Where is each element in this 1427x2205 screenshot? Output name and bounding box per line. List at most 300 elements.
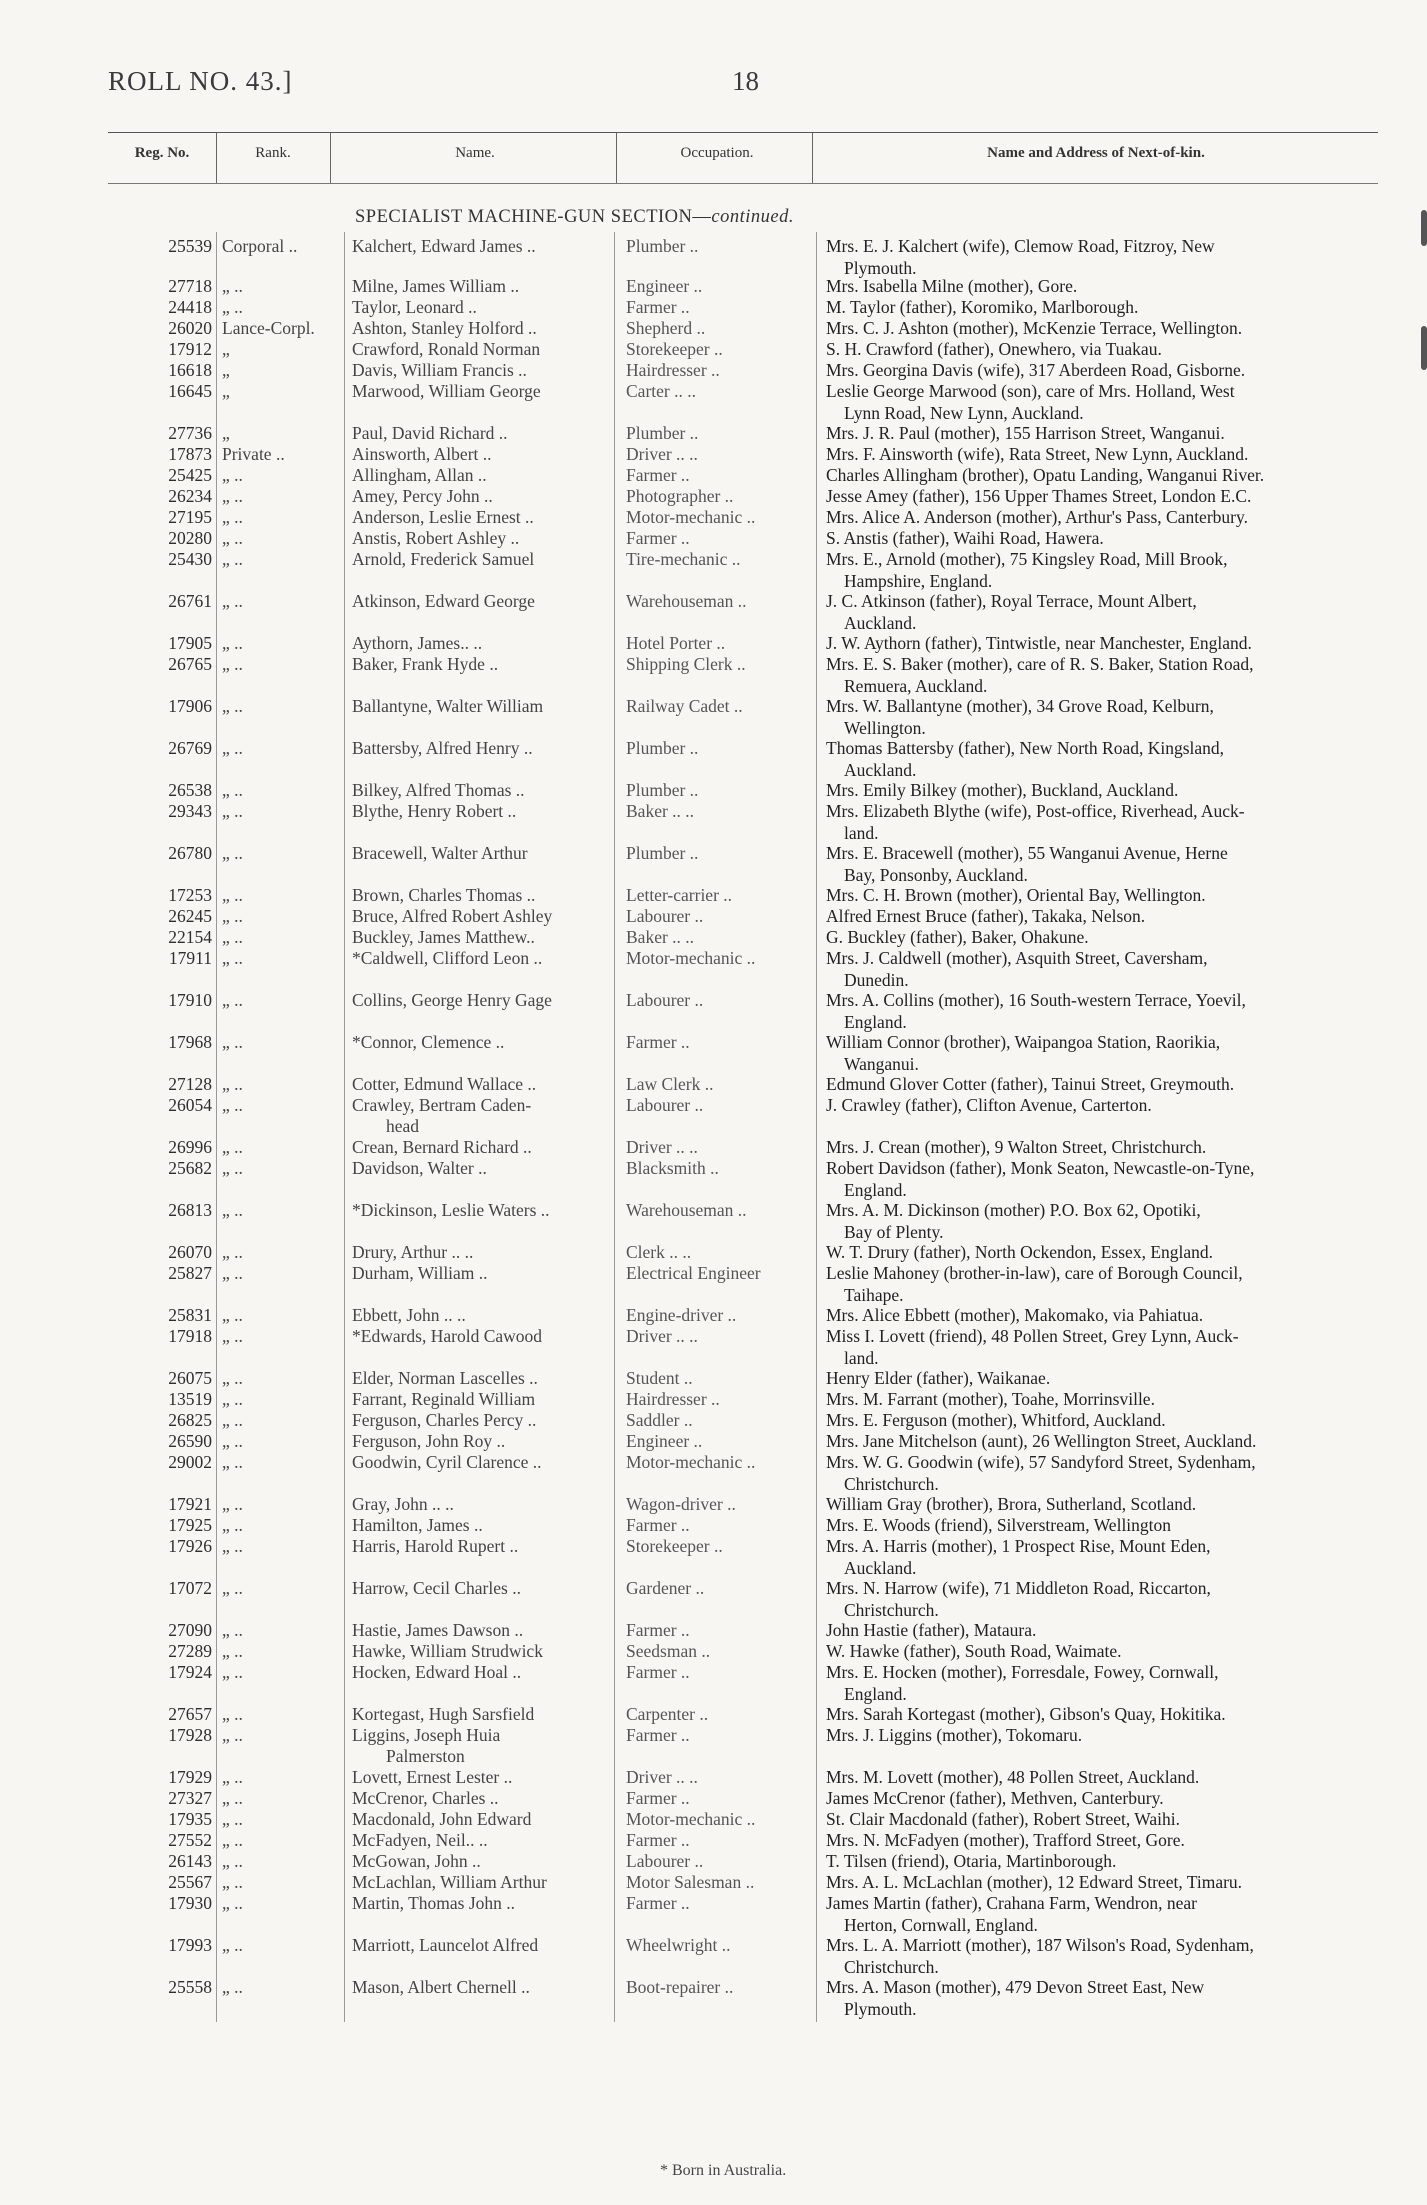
name-cell: Elder, Norman Lascelles .. [352,1368,538,1388]
occupation-cell: Farmer .. [626,465,690,485]
name-cell: Battersby, Alfred Henry .. [352,738,533,758]
next-of-kin-line: Mrs. J. Liggins (mother), Tokomaru. [826,1725,1083,1745]
name-cell: Crean, Bernard Richard .. [352,1137,532,1157]
occupation-cell: Baker .. .. [626,927,695,947]
reg-no-cell: 13519 [168,1389,212,1409]
name-cell: Crawley, Bertram Caden- [352,1095,532,1115]
next-of-kin-line: Mrs. J. Crean (mother), 9 Walton Street, Christchurch. [826,1137,1207,1157]
next-of-kin-cell [826,1032,1391,1075]
rank-cell: „ .. [222,297,243,317]
next-of-kin-line: Thomas Battersby (father), New North Road, Kingsland, [826,738,1225,758]
occupation-cell: Photographer .. [626,486,734,506]
rank-cell: „ .. [222,906,243,926]
rank-cell: „ .. [222,1662,243,1682]
occupation-cell: Blacksmith .. [626,1158,719,1178]
name-cell: Liggins, Joseph Huia [352,1725,501,1745]
rank-cell: „ .. [222,1452,243,1472]
name-cell: Anstis, Robert Ashley .. [352,528,520,548]
rank-cell: „ .. [222,1200,243,1220]
rank-cell: „ .. [222,1032,243,1052]
reg-no-cell: 26143 [168,1851,212,1871]
rank-cell: „ .. [222,1368,243,1388]
reg-no-cell: 17911 [168,948,212,968]
name-cell: Goodwin, Cyril Clarence .. [352,1452,542,1472]
occupation-cell: Farmer .. [626,1830,690,1850]
reg-no-cell: 17921 [168,1494,212,1514]
next-of-kin-line: Mrs. L. A. Marriott (mother), 187 Wilson's Road, Sydenham, [826,1935,1254,1955]
name-cell: Paul, David Richard .. [352,423,508,443]
name-cell: Macdonald, John Edward [352,1809,532,1829]
next-of-kin-cell [826,1242,1391,1264]
reg-no-cell: 20280 [168,528,212,548]
reg-no-cell: 17253 [168,885,212,905]
next-of-kin-line: Mrs. Sarah Kortegast (mother), Gibson's Quay, Hokitika. [826,1704,1226,1724]
next-of-kin-line-continuation: Auckland. [844,759,917,780]
next-of-kin-line: W. Hawke (father), South Road, Waimate. [826,1641,1122,1661]
occupation-cell: Seedsman .. [626,1641,711,1661]
name-cell: Brown, Charles Thomas .. [352,885,536,905]
next-of-kin-cell [826,696,1391,739]
name-cell: Lovett, Ernest Lester .. [352,1767,513,1787]
reg-no-cell: 27090 [168,1620,212,1640]
occupation-cell: Labourer .. [626,990,704,1010]
reg-no-cell: 26825 [168,1410,212,1430]
next-of-kin-cell [826,423,1391,445]
reg-no-cell: 26070 [168,1242,212,1262]
occupation-cell: Railway Cadet .. [626,696,743,716]
occupation-cell: Letter-carrier .. [626,885,733,905]
rank-cell: „ .. [222,1431,243,1451]
next-of-kin-cell [826,738,1391,781]
reg-no-cell: 29002 [168,1452,212,1472]
name-cell-continuation: head [386,1116,420,1136]
next-of-kin-line: Mrs. A. Harris (mother), 1 Prospect Rise, Mount Eden, [826,1536,1211,1556]
next-of-kin-line: Mrs. Alice Ebbett (mother), Makomako, via Pahiatua. [826,1305,1204,1325]
occupation-cell: Farmer .. [626,1515,690,1535]
name-cell: Atkinson, Edward George [352,591,535,611]
next-of-kin-line: J. W. Aythorn (father), Tintwistle, near Manchester, England. [826,633,1252,653]
reg-no-cell: 27718 [168,276,212,296]
next-of-kin-cell [826,801,1391,844]
next-of-kin-line-continuation: Auckland. [844,1557,917,1578]
next-of-kin-line: Mrs. Isabella Milne (mother), Gore. [826,276,1078,296]
reg-no-cell: 26761 [168,591,212,611]
next-of-kin-line-continuation: Plymouth. [844,257,917,278]
next-of-kin-line: Mrs. Jane Mitchelson (aunt), 26 Wellington Street, Auckland. [826,1431,1257,1451]
rank-cell: „ .. [222,1515,243,1535]
rank-cell: „ [222,381,230,401]
occupation-cell: Farmer .. [626,1788,690,1808]
next-of-kin-line: Leslie George Marwood (son), care of Mrs. Holland, West [826,381,1235,401]
next-of-kin-cell [826,906,1391,928]
next-of-kin-cell [826,318,1391,340]
next-of-kin-cell [826,1158,1391,1201]
occupation-cell: Saddler .. [626,1410,693,1430]
occupation-cell: Plumber .. [626,423,699,443]
occupation-cell: Plumber .. [626,843,699,863]
rank-cell: „ .. [222,1704,243,1724]
occupation-cell: Shipping Clerk .. [626,654,746,674]
name-cell: Marriott, Launcelot Alfred [352,1935,539,1955]
next-of-kin-cell [826,297,1391,319]
occupation-cell: Labourer .. [626,1095,704,1115]
name-cell: Hawke, William Strudwick [352,1641,543,1661]
name-cell: Aythorn, James.. .. [352,633,483,653]
next-of-kin-cell [826,549,1391,592]
next-of-kin-line-continuation: land. [844,822,879,843]
rank-cell: „ .. [222,1641,243,1661]
rank-cell: „ .. [222,633,243,653]
next-of-kin-cell [826,1200,1391,1243]
next-of-kin-line-continuation: Plymouth. [844,1998,917,2019]
reg-no-cell: 17912 [168,339,212,359]
next-of-kin-line: Jesse Amey (father), 156 Upper Thames Street, London E.C. [826,486,1252,506]
name-cell-continuation: Palmerston [386,1746,465,1766]
rank-cell: „ .. [222,1326,243,1346]
reg-no-cell: 26813 [168,1200,212,1220]
next-of-kin-cell [826,360,1391,382]
next-of-kin-cell [826,1389,1391,1411]
next-of-kin-cell [826,528,1391,550]
occupation-cell: Labourer .. [626,1851,704,1871]
next-of-kin-line: Mrs. E., Arnold (mother), 75 Kingsley Road, Mill Brook, [826,549,1228,569]
rank-cell: „ .. [222,1788,243,1808]
occupation-cell: Farmer .. [626,1620,690,1640]
rank-cell: „ .. [222,885,243,905]
name-cell: Milne, James William .. [352,276,520,296]
next-of-kin-cell [826,1326,1391,1369]
occupation-cell: Motor-mechanic .. [626,948,756,968]
occupation-cell: Driver .. .. [626,444,698,464]
next-of-kin-line-continuation: Christchurch. [844,1473,939,1494]
rank-cell: „ .. [222,1851,243,1871]
reg-no-cell: 16645 [168,381,212,401]
occupation-cell: Storekeeper .. [626,1536,723,1556]
page-number: 18 [732,66,759,96]
next-of-kin-line: Alfred Ernest Bruce (father), Takaka, Nelson. [826,906,1146,926]
next-of-kin-cell [826,1536,1391,1579]
next-of-kin-cell [826,1515,1391,1537]
next-of-kin-line-continuation: Hampshire, England. [844,570,993,591]
reg-no-cell: 17906 [168,696,212,716]
name-cell: Collins, George Henry Gage [352,990,552,1010]
occupation-cell: Farmer .. [626,1725,690,1745]
occupation-cell: Baker .. .. [626,801,695,821]
edge-mark [1421,210,1427,246]
next-of-kin-line: Mrs. A. Mason (mother), 479 Devon Street East, New [826,1977,1205,1997]
next-of-kin-cell [826,1725,1391,1747]
reg-no-cell: 27128 [168,1074,212,1094]
name-cell: Hocken, Edward Hoal .. [352,1662,522,1682]
name-cell: Ballantyne, Walter William [352,696,544,716]
reg-no-cell: 29343 [168,801,212,821]
rank-cell: „ [222,360,230,380]
section-continued: continued. [711,207,794,227]
rank-cell: „ .. [222,1305,243,1325]
occupation-cell: Motor-mechanic .. [626,507,756,527]
reg-no-cell: 17926 [168,1536,212,1556]
occupation-cell: Law Clerk .. [626,1074,714,1094]
rank-cell: „ .. [222,591,243,611]
reg-no-cell: 26780 [168,843,212,863]
occupation-cell: Clerk .. .. [626,1242,692,1262]
rank-cell: „ .. [222,1767,243,1787]
next-of-kin-line: Mrs. E. J. Kalchert (wife), Clemow Road, Fitzroy, New [826,236,1215,256]
column-divider [616,133,617,183]
next-of-kin-line: J. Crawley (father), Clifton Avenue, Carterton. [826,1095,1152,1115]
next-of-kin-line: Mrs. E. Woods (friend), Silverstream, Wellington [826,1515,1172,1535]
next-of-kin-line: Mrs. C. H. Brown (mother), Oriental Bay, Wellington. [826,885,1206,905]
next-of-kin-cell [826,1368,1391,1390]
name-cell: *Connor, Clemence .. [352,1032,505,1052]
next-of-kin-cell [826,1872,1391,1894]
occupation-cell: Warehouseman .. [626,591,747,611]
rank-cell: „ .. [222,1158,243,1178]
reg-no-cell: 17918 [168,1326,212,1346]
next-of-kin-cell [826,1977,1391,2020]
reg-no-cell: 17072 [168,1578,212,1598]
next-of-kin-line: William Connor (brother), Waipangoa Station, Raorikia, [826,1032,1221,1052]
next-of-kin-cell [826,633,1391,655]
occupation-cell: Engineer .. [626,276,703,296]
reg-no-cell: 17905 [168,633,212,653]
name-cell: Harrow, Cecil Charles .. [352,1578,521,1598]
next-of-kin-line: Mrs. J. R. Paul (mother), 155 Harrison Street, Wanganui. [826,423,1225,443]
rank-cell: „ .. [222,1725,243,1745]
rank-cell: „ .. [222,486,243,506]
name-cell: Arnold, Frederick Samuel [352,549,535,569]
name-cell: Anderson, Leslie Ernest .. [352,507,534,527]
name-cell: Hamilton, James .. [352,1515,483,1535]
reg-no-cell: 17924 [168,1662,212,1682]
next-of-kin-line-continuation: Bay, Ponsonby, Auckland. [844,864,1028,885]
name-cell: Bruce, Alfred Robert Ashley [352,906,553,926]
name-cell: *Dickinson, Leslie Waters .. [352,1200,550,1220]
next-of-kin-cell [826,1935,1391,1978]
reg-no-cell: 17928 [168,1725,212,1745]
occupation-cell: Hairdresser .. [626,360,720,380]
name-cell: Ebbett, John .. .. [352,1305,466,1325]
occupation-cell: Wagon-driver .. [626,1494,736,1514]
name-cell: Marwood, William George [352,381,541,401]
reg-no-cell: 25539 [168,236,212,256]
next-of-kin-line-continuation: Wanganui. [844,1053,919,1074]
next-of-kin-cell [826,1578,1391,1621]
rank-cell: „ .. [222,1410,243,1430]
next-of-kin-cell [826,236,1391,279]
name-cell: Kalchert, Edward James .. [352,236,536,256]
rank-cell: „ .. [222,1095,243,1115]
next-of-kin-line-continuation: land. [844,1347,879,1368]
next-of-kin-line-continuation: Christchurch. [844,1599,939,1620]
reg-no-cell: 27657 [168,1704,212,1724]
occupation-cell: Motor-mechanic .. [626,1809,756,1829]
name-cell: Blythe, Henry Robert .. [352,801,517,821]
rank-cell: „ .. [222,654,243,674]
next-of-kin-line-continuation: Taihape. [844,1284,904,1305]
reg-no-cell: 17873 [168,444,212,464]
name-cell: Durham, William .. [352,1263,488,1283]
name-cell: Davis, William Francis .. [352,360,527,380]
next-of-kin-line: Mrs. A. L. McLachlan (mother), 12 Edward Street, Timaru. [826,1872,1243,1892]
next-of-kin-cell [826,1851,1391,1873]
next-of-kin-line: Mrs. E. Ferguson (mother), Whitford, Auckland. [826,1410,1166,1430]
next-of-kin-line: Mrs. Alice A. Anderson (mother), Arthur's Pass, Canterbury. [826,507,1248,527]
occupation-cell: Hairdresser .. [626,1389,720,1409]
next-of-kin-line-continuation: Remuera, Auckland. [844,675,988,696]
next-of-kin-line: Edmund Glover Cotter (father), Tainui Street, Greymouth. [826,1074,1235,1094]
next-of-kin-cell [826,1137,1391,1159]
next-of-kin-line: Mrs. N. McFadyen (mother), Trafford Street, Gore. [826,1830,1185,1850]
reg-no-cell: 26245 [168,906,212,926]
next-of-kin-line: Mrs. N. Harrow (wife), 71 Middleton Road, Riccarton, [826,1578,1211,1598]
footnote: * Born in Australia. [660,2162,787,2179]
next-of-kin-line-continuation: England. [844,1179,907,1200]
next-of-kin-cell [826,1620,1391,1642]
reg-no-cell: 26020 [168,318,212,338]
reg-no-cell: 26075 [168,1368,212,1388]
rank-cell: „ .. [222,1578,243,1598]
next-of-kin-line: Mrs. W. Ballantyne (mother), 34 Grove Road, Kelburn, [826,696,1214,716]
next-of-kin-cell [826,381,1391,424]
next-of-kin-cell [826,507,1391,529]
next-of-kin-cell [826,1767,1391,1789]
next-of-kin-cell [826,486,1391,508]
name-cell: Drury, Arthur .. .. [352,1242,474,1262]
rank-cell: „ .. [222,801,243,821]
rank-cell: „ .. [222,780,243,800]
reg-no-cell: 17993 [168,1935,212,1955]
reg-no-cell: 25567 [168,1872,212,1892]
occupation-cell: Plumber .. [626,236,699,256]
next-of-kin-line: Mrs. W. G. Goodwin (wife), 57 Sandyford Street, Sydenham, [826,1452,1256,1472]
reg-no-cell: 17968 [168,1032,212,1052]
reg-no-cell: 17910 [168,990,212,1010]
reg-no-cell: 25430 [168,549,212,569]
name-cell: McGowan, John .. [352,1851,481,1871]
next-of-kin-cell [826,339,1391,361]
column-divider [812,133,813,183]
next-of-kin-line: T. Tilsen (friend), Otaria, Martinborough. [826,1851,1117,1871]
rank-cell: „ [222,339,230,359]
occupation-cell: Plumber .. [626,780,699,800]
next-of-kin-line: W. T. Drury (father), North Ockendon, Essex, England. [826,1242,1214,1262]
reg-no-cell: 24418 [168,297,212,317]
name-cell: McCrenor, Charles .. [352,1788,499,1808]
column-header-occupation: Occupation. [680,145,754,161]
reg-no-cell: 17925 [168,1515,212,1535]
section-title [355,207,794,228]
rank-cell: „ .. [222,1242,243,1262]
rank-cell: „ .. [222,465,243,485]
rank-cell: „ .. [222,1872,243,1892]
rank-cell: „ .. [222,1389,243,1409]
reg-no-cell: 27736 [168,423,212,443]
next-of-kin-line: G. Buckley (father), Baker, Ohakune. [826,927,1089,947]
name-cell: Ainsworth, Albert .. [352,444,492,464]
rank-cell: „ .. [222,948,243,968]
next-of-kin-line: Mrs. M. Farrant (mother), Toahe, Morrinsville. [826,1389,1155,1409]
occupation-cell: Boot-repairer .. [626,1977,734,1997]
rank-cell: „ .. [222,696,243,716]
rank-cell: „ .. [222,528,243,548]
rank-cell: „ .. [222,1935,243,1955]
next-of-kin-cell [826,1410,1391,1432]
name-cell: Bracewell, Walter Arthur [352,843,528,863]
occupation-cell: Engine-driver .. [626,1305,737,1325]
reg-no-cell: 26234 [168,486,212,506]
column-header-name: Name. [455,145,495,161]
next-of-kin-line-continuation: England. [844,1683,907,1704]
occupation-cell: Farmer .. [626,528,690,548]
column-header-row [108,132,1378,184]
occupation-cell: Driver .. .. [626,1326,698,1346]
reg-no-cell: 25682 [168,1158,212,1178]
occupation-cell: Warehouseman .. [626,1200,747,1220]
reg-no-cell: 26538 [168,780,212,800]
name-cell: Farrant, Reginald William [352,1389,536,1409]
next-of-kin-cell [826,1641,1391,1663]
next-of-kin-line: Miss I. Lovett (friend), 48 Pollen Street, Grey Lynn, Auck- [826,1326,1239,1346]
name-cell: Cotter, Edmund Wallace .. [352,1074,537,1094]
next-of-kin-cell [826,1893,1391,1936]
name-cell: *Edwards, Harold Cawood [352,1326,543,1346]
occupation-cell: Electrical Engineer [626,1263,761,1283]
occupation-cell: Farmer .. [626,1662,690,1682]
occupation-cell: Driver .. .. [626,1767,698,1787]
rank-cell: „ .. [222,738,243,758]
name-cell: Kortegast, Hugh Sarsfield [352,1704,535,1724]
next-of-kin-line: Mrs. A. Collins (mother), 16 South-western Terrace, Yoevil, [826,990,1246,1010]
occupation-cell: Storekeeper .. [626,339,723,359]
reg-no-cell: 17929 [168,1767,212,1787]
next-of-kin-line: James Martin (father), Crahana Farm, Wendron, near [826,1893,1197,1913]
name-cell: Allingham, Allan .. [352,465,487,485]
occupation-cell: Driver .. .. [626,1137,698,1157]
next-of-kin-cell [826,1494,1391,1516]
rank-cell: „ .. [222,1893,243,1913]
rank-cell: „ [222,423,230,443]
name-cell: McFadyen, Neil.. .. [352,1830,488,1850]
name-cell: Mason, Albert Chernell .. [352,1977,530,1997]
next-of-kin-cell [826,591,1391,634]
rank-cell: „ .. [222,927,243,947]
name-cell: Amey, Percy John .. [352,486,493,506]
next-of-kin-line: Mrs. E. S. Baker (mother), care of R. S. Baker, Station Road, [826,654,1254,674]
rank-cell: „ .. [222,990,243,1010]
name-cell: Taylor, Leonard .. [352,297,477,317]
rank-cell: „ .. [222,1494,243,1514]
name-cell: Bilkey, Alfred Thomas .. [352,780,525,800]
occupation-cell: Tire-mechanic .. [626,549,741,569]
reg-no-cell: 27195 [168,507,212,527]
occupation-cell: Student .. [626,1368,693,1388]
rank-cell: „ .. [222,1977,243,1997]
occupation-cell: Wheelwright .. [626,1935,731,1955]
next-of-kin-cell [826,843,1391,886]
name-cell: Buckley, James Matthew.. [352,927,535,947]
next-of-kin-cell [826,1305,1391,1327]
occupation-cell: Hotel Porter .. [626,633,726,653]
name-cell: Davidson, Walter .. [352,1158,487,1178]
rank-cell: „ .. [222,843,243,863]
next-of-kin-line: Mrs. M. Lovett (mother), 48 Pollen Street, Auckland. [826,1767,1200,1787]
next-of-kin-cell [826,948,1391,991]
next-of-kin-line-continuation: England. [844,1011,907,1032]
rank-cell: „ .. [222,549,243,569]
reg-no-cell: 26769 [168,738,212,758]
occupation-cell: Shepherd .. [626,318,706,338]
